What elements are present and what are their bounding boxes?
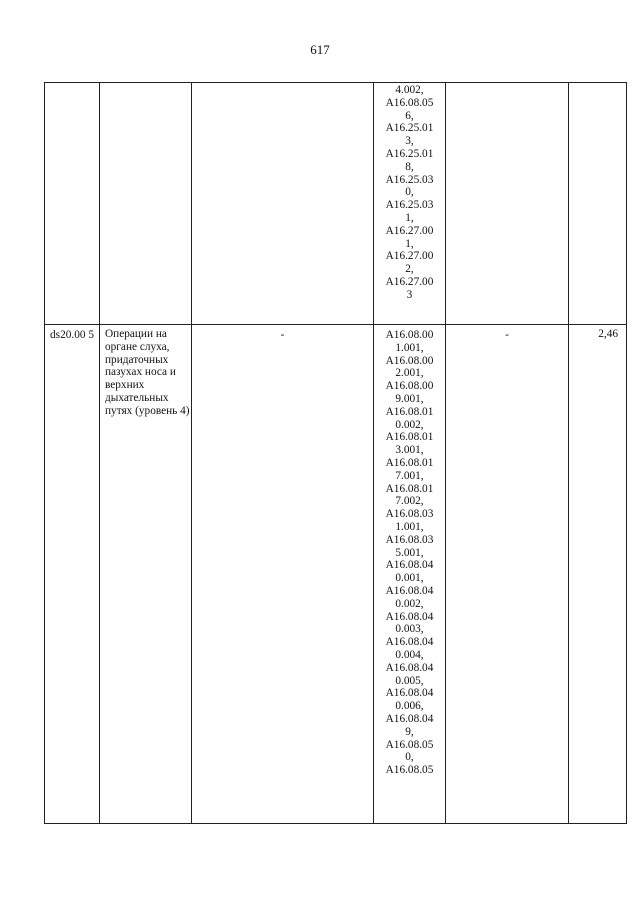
col5-cell: -: [446, 325, 569, 824]
service-code-line: A16.08.01: [385, 405, 434, 418]
service-code-line: 0.003,: [395, 623, 424, 636]
service-code-line: 3: [406, 288, 413, 301]
service-code-line: A16.08.01: [385, 431, 434, 444]
service-code-line: 7.002,: [395, 495, 424, 508]
tariff-table: [44, 82, 627, 824]
service-code-line: 0.005,: [395, 674, 424, 687]
coef-cell: [569, 83, 627, 325]
service-code-line: 0.002,: [395, 418, 424, 431]
service-code-line: 0,: [405, 186, 414, 199]
coef-cell: 2,46: [569, 325, 627, 824]
service-code-line: 1.001,: [395, 341, 424, 354]
col3-cell: [192, 83, 374, 325]
service-code-line: A16.08.05: [385, 764, 434, 777]
service-code-line: 2.001,: [395, 367, 424, 380]
code-cell: [45, 83, 100, 325]
page-number: 617: [310, 42, 330, 57]
service-code-line: A16.08.05: [385, 96, 434, 109]
service-code-line: A16.08.00: [385, 354, 434, 367]
service-code-line: 7.001,: [395, 469, 424, 482]
services-cell: [374, 83, 446, 325]
service-code-line: 0.002,: [395, 597, 424, 610]
service-code-line: A16.08.01: [385, 456, 434, 469]
service-code-line: 0.001,: [395, 572, 424, 585]
service-code-line: A16.08.03: [385, 533, 434, 546]
service-code-line: 3.001,: [395, 444, 424, 457]
service-code-line: A16.08.00: [385, 329, 434, 341]
service-code-line: A16.25.01: [385, 147, 434, 160]
service-code-line: A16.08.01: [385, 482, 434, 495]
service-code-line: 8,: [405, 160, 414, 173]
service-code-line: A16.08.04: [385, 559, 434, 572]
service-code-line: A16.25.03: [385, 199, 434, 212]
col5-cell: [446, 83, 569, 325]
table-row: [45, 83, 627, 325]
service-code-line: 5.001,: [395, 546, 424, 559]
services-cell: [374, 325, 446, 824]
service-code-line: 3,: [405, 135, 414, 148]
service-code-line: A16.08.03: [385, 508, 434, 521]
service-code-line: 0.006,: [395, 700, 424, 713]
service-code-line: A16.08.00: [385, 380, 434, 393]
table-row: [45, 325, 627, 824]
service-code-line: 1,: [405, 211, 414, 224]
service-code-line: 2,: [405, 263, 414, 276]
service-code-line: 0,: [405, 751, 414, 764]
service-code-line: 9,: [405, 725, 414, 738]
service-code-line: 0.004,: [395, 648, 424, 661]
service-code-line: A16.27.00: [385, 224, 434, 237]
name-cell: [100, 83, 192, 325]
service-code-line: A16.08.04: [385, 687, 434, 700]
service-code-line: A16.08.04: [385, 712, 434, 725]
col3-cell: -: [192, 325, 374, 824]
service-code-line: 4.002,: [395, 84, 424, 96]
services-list: [374, 329, 445, 777]
service-code-line: 6,: [405, 109, 414, 122]
service-code-line: 1.001,: [395, 520, 424, 533]
service-code-line: A16.27.00: [385, 250, 434, 263]
service-code-line: A16.25.03: [385, 173, 434, 186]
service-code-line: A16.08.05: [385, 738, 434, 751]
service-code-line: A16.27.00: [385, 275, 434, 288]
services-list: [374, 84, 445, 302]
service-code-line: A16.08.04: [385, 584, 434, 597]
code-cell: ds20.00 5: [45, 325, 100, 824]
service-code-line: 1,: [405, 237, 414, 250]
name-cell: Операции на органе слуха, придаточных пазухах носа и верхних дыхательных путях (уровень 4): [100, 325, 192, 824]
service-code-line: A16.08.04: [385, 610, 434, 623]
service-code-line: A16.25.01: [385, 122, 434, 135]
service-code-line: 9.001,: [395, 392, 424, 405]
service-code-line: A16.08.04: [385, 636, 434, 649]
service-code-line: A16.08.04: [385, 661, 434, 674]
